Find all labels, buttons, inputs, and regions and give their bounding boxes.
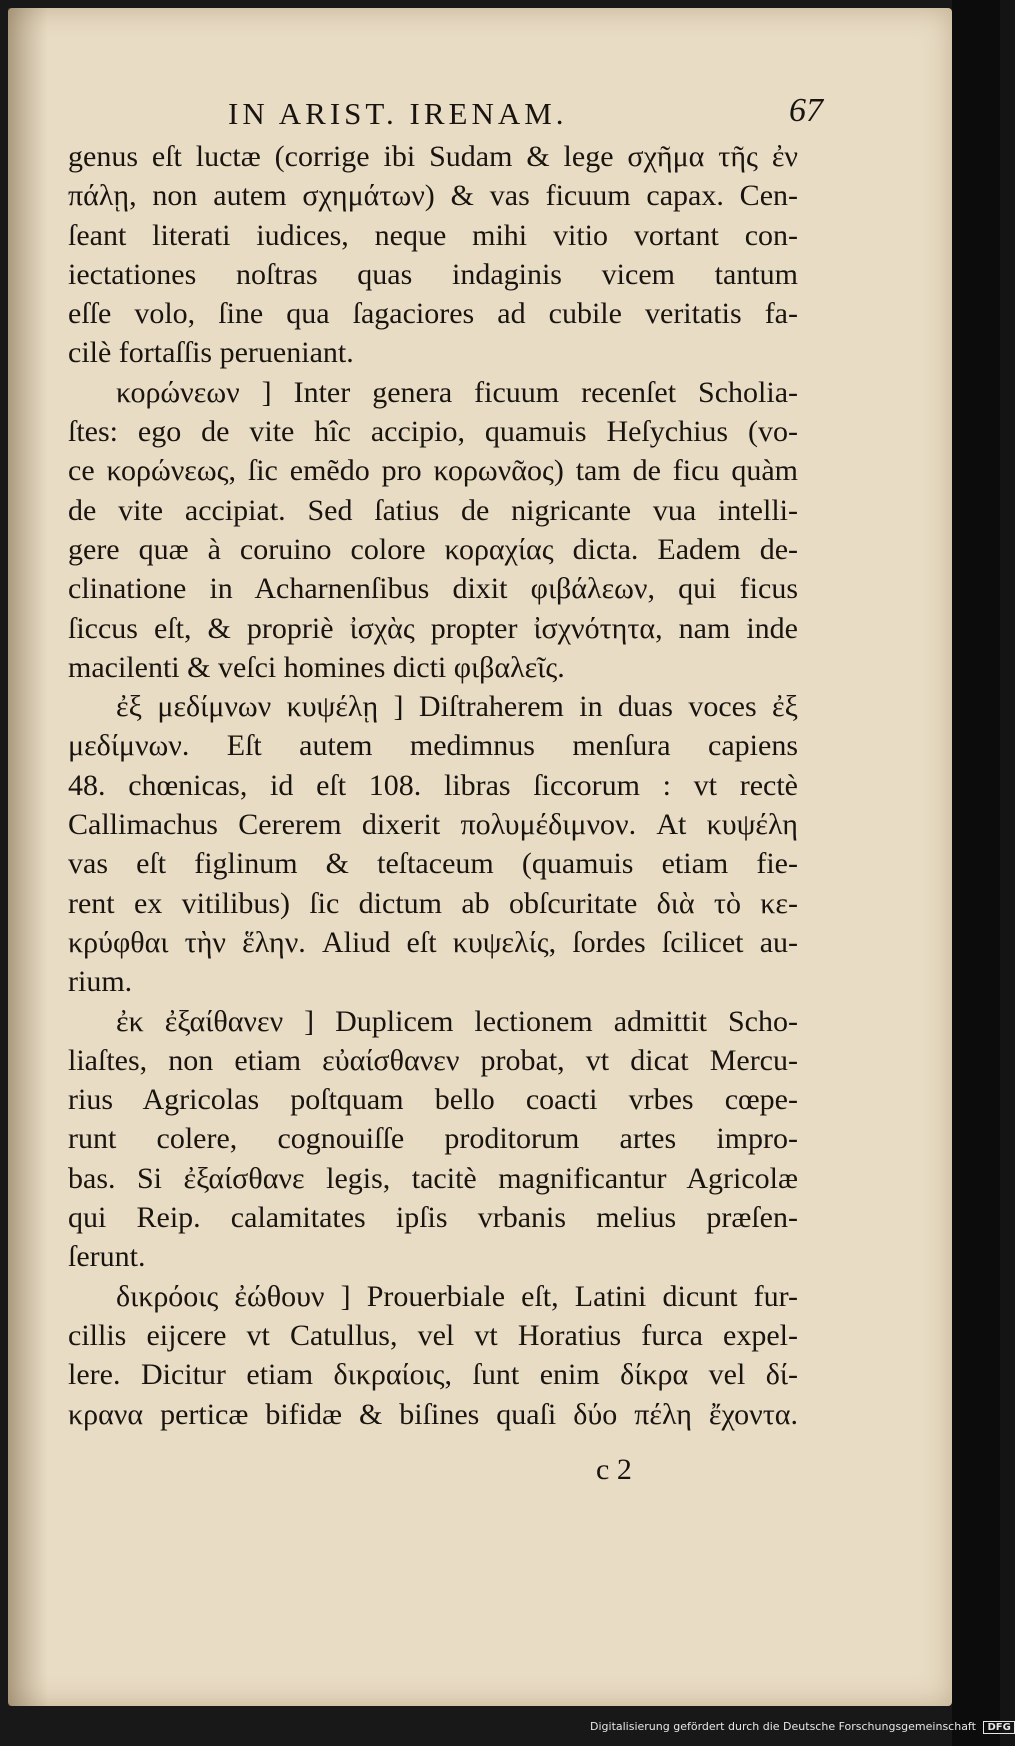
text-line: ſtes: ego de vite hîc accipio, quamuis Heſychius (vo- xyxy=(68,415,798,449)
text-line: de vite accipiat. Sed ſatius de nigricante vua intelli- xyxy=(68,493,798,527)
text-line: rius Agricolas poſtquam bello coacti vrbes cœpe- xyxy=(68,1083,798,1117)
text-line: Callimachus Cererem dixerit πολυμέδιμνον. At κυψέλη xyxy=(68,808,798,842)
text-line: rent ex vitilibus) ſic dictum ab obſcuritate διὰ τὸ κε- xyxy=(68,886,798,920)
text-line: gere quæ à coruino colore κοραχίας dicta. Eadem de- xyxy=(68,532,798,566)
text-line: liaſtes, non etiam εὐαίσθανεν probat, vt dicat Mercu- xyxy=(68,1043,798,1077)
text-line: lere. Dicitur etiam δικραίοις, ſunt enim δίκρα vel δί- xyxy=(68,1358,798,1392)
text-line: cillis eijcere vt Catullus, vel vt Horatius furca expel- xyxy=(68,1318,798,1352)
lemma-line: δικρόοις ἐώθουν ] Prouerbiale eſt, Latini dicunt fur- xyxy=(116,1279,798,1313)
text-line: runt colere, cognouiſſe proditorum artes impro- xyxy=(68,1122,798,1156)
credit-text: Digitalisierung gefördert durch die Deutsche Forschungsgemeinschaft xyxy=(590,1720,976,1733)
text-line: κρανα perticæ bifidæ & biſines quaſi δύο πέλη ἔχοντα. xyxy=(68,1397,798,1431)
text-line: ce κορώνεως, ſic emẽdo pro κορωνᾶος) tam de ficu quàm xyxy=(68,454,798,488)
lemma-line: ἐκ ἐξαίθανεν ] Duplicem lectionem admittit Scho- xyxy=(116,1004,798,1038)
digitization-credit xyxy=(590,1720,1011,1742)
text-line: bas. Si ἐξαίσθανε legis, tacitè magnificantur Agricolæ xyxy=(68,1161,798,1195)
text-line: iectationes noſtras quas indaginis vicem tantum xyxy=(68,257,798,291)
text-line: macilenti & veſci homines dicti φιβαλεῖς. xyxy=(68,650,565,684)
running-header: IN ARIST. IRENAM. xyxy=(228,96,568,131)
text-line: genus eſt luctæ (corrige ibi Sudam & lege σχῆμα τῆς ἐν xyxy=(68,140,798,173)
text-line: 48. chœnicas, id eſt 108. libras ſiccorum : vt rectè xyxy=(68,768,798,802)
text-line: πάλῃ, non autem σχημάτων) & vas ficuum capax. Cen- xyxy=(68,179,798,213)
text-line: κρύφθαι τὴν ἕλην. Aliud eſt κυψελίς, ſordes ſcilicet au- xyxy=(68,925,798,959)
dfg-logo: DFG xyxy=(983,1721,1014,1734)
text-line: cilè fortaſſis perueniant. xyxy=(68,336,354,370)
lemma-line: κορώνεων ] Inter genera ficuum recenſet Scholia- xyxy=(116,375,798,409)
lemma-line: ἐξ μεδίμνων κυψέλῃ ] Diſtraherem in duas voces ἐξ xyxy=(116,690,798,724)
body-text xyxy=(68,137,798,1434)
text-line: clinatione in Acharnenſibus dixit φιβάλεων, qui ficus xyxy=(68,572,798,606)
text-line: vas eſt figlinum & teſtaceum (quamuis etiam fie- xyxy=(68,847,798,881)
text-line: ſiccus eſt, & propriè ἰσχὰς propter ἰσχνότητα, nam inde xyxy=(68,611,798,645)
text-line: rium. xyxy=(68,965,133,999)
page-gutter-shadow xyxy=(8,8,48,1706)
text-line: μεδίμνων. Eſt autem medimnus menſura capiens xyxy=(68,729,798,763)
scan-edge xyxy=(952,0,1000,1746)
signature-mark: c 2 xyxy=(596,1453,632,1486)
page-number: 67 xyxy=(789,92,823,129)
text-line: ſerunt. xyxy=(68,1240,146,1274)
text-line: eſſe volo, ſine qua ſagaciores ad cubile veritatis fa- xyxy=(68,297,798,331)
text-line: qui Reip. calamitates ipſis vrbanis melius præſen- xyxy=(68,1201,798,1235)
text-line: ſeant literati iudices, neque mihi vitio vortant con- xyxy=(68,218,798,252)
